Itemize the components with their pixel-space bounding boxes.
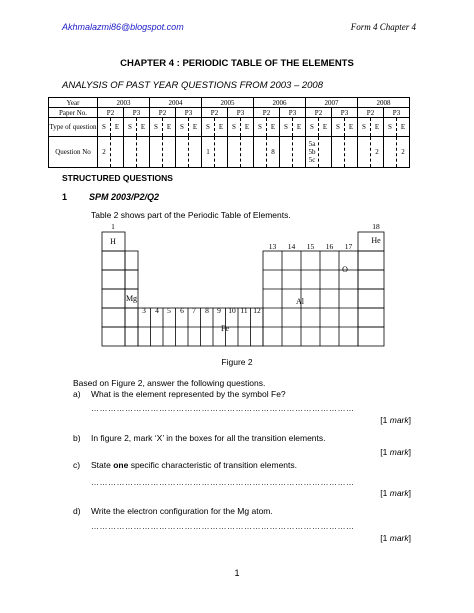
qno-2006-p2 <box>254 137 280 168</box>
part-d-label: d) <box>73 506 81 516</box>
element-al: Al <box>296 297 304 306</box>
type-s: S <box>180 123 184 131</box>
part-a-label: a) <box>73 389 81 399</box>
transition-label: 11 <box>240 306 248 315</box>
question-number-row <box>49 137 410 168</box>
transition-label: 7 <box>192 306 196 315</box>
paper-p3: P3 <box>176 108 202 118</box>
cell-g1-p5[interactable] <box>102 308 125 327</box>
year-2008: 2008 <box>358 98 410 108</box>
transition-label: 8 <box>205 306 209 315</box>
type-cell <box>202 118 228 137</box>
transition-label: 5 <box>167 306 171 315</box>
type-cell <box>384 118 410 137</box>
year-2007: 2007 <box>306 98 358 108</box>
qno-value: 1 <box>206 148 210 156</box>
element-mg: Mg <box>125 294 138 303</box>
question-source: SPM 2003/P2/Q2 <box>89 192 160 202</box>
element-h: H <box>110 237 116 246</box>
paper-p3: P3 <box>280 108 306 118</box>
question-intro: Table 2 shows part of the Periodic Table of Elements. <box>91 210 291 220</box>
element-he: He <box>371 236 381 245</box>
year-2005: 2005 <box>202 98 254 108</box>
cell-g2-p3[interactable] <box>125 270 138 289</box>
type-cell <box>228 118 254 137</box>
type-s: S <box>154 123 158 131</box>
type-s: S <box>362 123 366 131</box>
year-2006: 2006 <box>254 98 306 108</box>
type-cell <box>176 118 202 137</box>
paper-p3: P3 <box>384 108 410 118</box>
figure-caption: Figure 2 <box>221 357 253 367</box>
type-e: E <box>344 118 357 136</box>
type-s: S <box>206 123 210 131</box>
type-s: S <box>284 123 288 131</box>
instruction: Based on Figure 2, answer the following questions. <box>73 378 266 388</box>
type-e: E <box>214 118 227 136</box>
group-label-15: 15 <box>306 242 315 251</box>
qno-value: 2 <box>370 137 383 167</box>
paper-p2: P2 <box>358 108 384 118</box>
type-cell <box>98 118 124 137</box>
structured-questions-heading: STRUCTURED QUESTIONS <box>62 173 173 183</box>
group-label-14: 14 <box>287 242 296 251</box>
type-row <box>49 118 410 137</box>
transition-label: 10 <box>228 306 236 315</box>
cell-g1-p6[interactable] <box>102 327 125 346</box>
qno-2004-p3 <box>176 137 202 168</box>
page-number: 1 <box>234 568 240 578</box>
row-label-qno: Question No <box>49 137 98 168</box>
paper-row <box>49 108 410 118</box>
year-2004: 2004 <box>150 98 202 108</box>
type-cell <box>124 118 150 137</box>
part-a-text: What is the element represented by the symbol Fe? <box>91 389 286 399</box>
cell-g1-p3[interactable] <box>102 270 125 289</box>
group-label-1: 1 <box>111 222 115 231</box>
row-label-year: Year <box>49 98 98 108</box>
analysis-title: ANALYSIS OF PAST YEAR QUESTIONS FROM 2003 – 2008 <box>62 80 324 91</box>
part-c-text: State one specific characteristic of transition elements. <box>91 460 297 470</box>
paper-p2: P2 <box>150 108 176 118</box>
mark-b: [1 mark] <box>380 447 411 457</box>
transition-label: 6 <box>180 306 184 315</box>
part-b-label: b) <box>73 433 81 443</box>
type-e: E <box>162 118 175 136</box>
question-number: 1 <box>62 192 68 202</box>
chapter-title: CHAPTER 4 : PERIODIC TABLE OF THE ELEMENTS <box>120 58 354 69</box>
cell-g2-p6[interactable] <box>125 327 138 346</box>
transition-label: 9 <box>217 306 221 315</box>
paper-p3: P3 <box>124 108 150 118</box>
qno-value-multi: 5a 5b 5c <box>308 140 316 164</box>
type-e: E <box>266 118 279 136</box>
part-c-label: c) <box>73 460 81 470</box>
element-o: O <box>342 265 348 274</box>
row-label-type: Type of question <box>49 118 98 137</box>
group-label-17: 17 <box>344 242 353 251</box>
type-e: E <box>318 118 331 136</box>
qno-2005-p3 <box>228 137 254 168</box>
type-cell <box>306 118 332 137</box>
paper-p3: P3 <box>228 108 254 118</box>
cell-g1-p4[interactable] <box>102 289 125 308</box>
qno-2005-p2 <box>202 137 228 168</box>
qno-value: 8 <box>266 137 279 167</box>
type-e: E <box>188 118 201 136</box>
group-label-16: 16 <box>325 242 334 251</box>
qno-2003-p2 <box>98 137 124 168</box>
part-b-text: In figure 2, mark ‘X’ in the boxes for all the transition elements. <box>91 433 326 443</box>
periodic-table-figure <box>100 220 390 350</box>
part-d-text: Write the electron configuration for the Mg atom. <box>91 506 273 516</box>
qno-2007-p2 <box>306 137 332 168</box>
qno-2008-p3 <box>384 137 410 168</box>
qno-value: 2 <box>396 137 409 167</box>
group-label-13: 13 <box>268 242 277 251</box>
group-label-18: 18 <box>372 222 380 231</box>
paper-p2: P2 <box>254 108 280 118</box>
type-e: E <box>240 118 253 136</box>
transition-label: 4 <box>155 306 159 315</box>
type-s: S <box>258 123 262 131</box>
type-e: E <box>396 118 409 136</box>
paper-p2: P2 <box>98 108 124 118</box>
type-e: E <box>110 118 123 136</box>
type-s: S <box>336 123 340 131</box>
cell-g2-p2[interactable] <box>125 251 138 270</box>
qno-2004-p2 <box>150 137 176 168</box>
paper-p3: P3 <box>332 108 358 118</box>
cell-g2-p5[interactable] <box>125 308 138 327</box>
answer-line-d[interactable]: ………………………………………………………………………………… <box>91 522 355 531</box>
type-e: E <box>370 118 383 136</box>
form-chapter-label: Form 4 Chapter 4 <box>350 22 416 32</box>
row-label-paper: Paper No. <box>49 108 98 118</box>
paper-p2: P2 <box>306 108 332 118</box>
mark-d: [1 mark] <box>380 533 411 543</box>
past-year-analysis-table <box>48 97 410 168</box>
type-cell <box>332 118 358 137</box>
blog-url[interactable]: Akhmalazmi86@blogspot.com <box>62 22 184 32</box>
type-e: E <box>136 118 149 136</box>
type-s: S <box>102 123 106 131</box>
element-fe: Fe <box>221 324 229 333</box>
mark-c: [1 mark] <box>380 488 411 498</box>
qno-2006-p3 <box>280 137 306 168</box>
paper-p2: P2 <box>202 108 228 118</box>
type-cell <box>254 118 280 137</box>
answer-line-a[interactable]: ………………………………………………………………………………… <box>91 404 355 413</box>
answer-line-c[interactable]: ………………………………………………………………………………… <box>91 478 355 487</box>
type-e: E <box>292 118 305 136</box>
type-s: S <box>388 123 392 131</box>
mark-a: [1 mark] <box>380 415 411 425</box>
type-s: S <box>310 123 314 131</box>
qno-value: 2 <box>102 148 106 156</box>
qno-2008-p2 <box>358 137 384 168</box>
type-cell <box>280 118 306 137</box>
qno-2003-p3 <box>124 137 150 168</box>
type-cell <box>358 118 384 137</box>
cell-g1-p2[interactable] <box>102 251 125 270</box>
type-s: S <box>128 123 132 131</box>
qno-2007-p3 <box>332 137 358 168</box>
year-2003: 2003 <box>98 98 150 108</box>
transition-label: 3 <box>142 306 146 315</box>
transition-label: 12 <box>253 306 261 315</box>
type-s: S <box>232 123 236 131</box>
year-row <box>49 98 410 108</box>
type-cell <box>150 118 176 137</box>
